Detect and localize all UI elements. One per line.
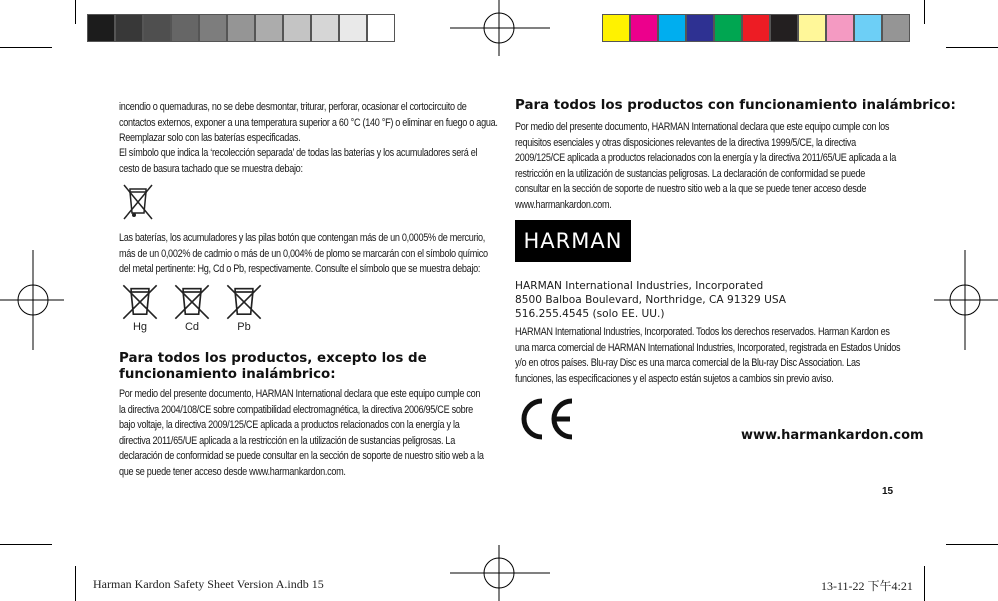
crossed-bin-icon <box>120 181 156 221</box>
process-swatch <box>602 14 630 42</box>
bin-label-pb: Pb <box>237 321 251 333</box>
process-swatch <box>882 14 910 42</box>
non-wireless-heading: Para todos los productos, excepto los de funcionamiento inalámbrico: <box>119 351 427 382</box>
bin-cd <box>172 283 212 333</box>
gray-swatch <box>311 14 339 42</box>
ce-mark-icon <box>516 397 578 441</box>
page-number: 15 <box>882 486 894 497</box>
battery-warning-paragraph: incendio o quemaduras, no se debe desmontar, triturar, perforar, ocasionar el cortocircuito de contactos externos, exponer a una temperatura superior a 60 °C (140 °F) o eliminar en fuego o agua. Reemplazar solo con las baterías especificadas. <box>119 101 498 145</box>
wireless-paragraph-url[interactable]: www.harmankardon.com. <box>515 198 612 211</box>
gray-swatch <box>87 14 115 42</box>
process-color-bar <box>602 14 910 42</box>
gray-swatch <box>227 14 255 42</box>
grayscale-bar <box>87 14 395 42</box>
address-street: 8500 Balboa Boulevard, Northridge, CA 91329 USA <box>515 294 787 306</box>
gray-swatch <box>283 14 311 42</box>
footer-file-name: Harman Kardon Safety Sheet Version A.indb 15 <box>93 577 324 591</box>
crossed-bin-icon <box>224 283 264 321</box>
crossed-bin-icon <box>172 283 212 321</box>
registration-mark-right-icon <box>934 250 998 350</box>
crossed-bin-icon <box>120 283 160 321</box>
process-swatch <box>854 14 882 42</box>
gray-swatch <box>171 14 199 42</box>
registration-mark-top-icon <box>450 0 550 56</box>
website-link[interactable]: www.harmankardon.com <box>741 428 924 443</box>
gray-swatch <box>339 14 367 42</box>
process-swatch <box>742 14 770 42</box>
gray-swatch <box>115 14 143 42</box>
gray-swatch <box>255 14 283 42</box>
registration-mark-left-icon <box>0 250 64 350</box>
process-swatch <box>630 14 658 42</box>
process-swatch <box>658 14 686 42</box>
chemical-bin-row <box>120 283 272 333</box>
non-wireless-paragraph: Por medio del presente documento, HARMAN International declara que este equipo cumple con la directiva 2004/108/CE sobre compatibilidad electromagnética, la directiva 2006/95/CE sobre bajo voltaje, la directiva 2009/125/CE aplicada a productos relacionados con la energía y la directiva 2011/65/UE aplicada a la restricción en la utilización de sustancias peligrosas. La declaración de conformidad se puede consultar en la sección de soporte de nuestro sitio web a la que se puede tener acceso desde www.harmankardon.com. <box>119 388 484 478</box>
address-company: HARMAN International Industries, Incorporated <box>515 280 764 292</box>
process-swatch <box>826 14 854 42</box>
trademark-paragraph: HARMAN International Industries, Incorporated. Todos los derechos reservados. Harman Kardon es una marca comercial de HARMAN International Industries, Incorporated, registrada en Estados Unidos y/o en otros países. Blu-ray Disc es una marca comercial de la Blu-ray Disc Association. Las funciones, las especificaciones y el aspecto están sujetos a cambios sin previo aviso. <box>515 326 901 385</box>
bin-label-hg: Hg <box>132 321 148 333</box>
gray-swatch <box>367 14 395 42</box>
process-swatch <box>770 14 798 42</box>
process-swatch <box>714 14 742 42</box>
footer-timestamp: 13-11-22 下午4:21 <box>821 579 913 593</box>
gray-swatch <box>199 14 227 42</box>
separate-collection-paragraph: El símbolo que indica la ‘recolección separada’ de todas las baterías y los acumuladores será el cesto de basura tachado que se muestra debajo: <box>119 147 478 175</box>
wireless-heading: Para todos los productos con funcionamiento inalámbrico: <box>515 98 956 113</box>
wireless-paragraph <box>515 120 900 214</box>
process-swatch <box>798 14 826 42</box>
harman-logo: HARMAN <box>515 220 631 262</box>
registration-mark-bottom-icon <box>450 545 550 601</box>
address-phone: 516.255.4545 (solo EE. UU.) <box>515 308 665 320</box>
bin-pb <box>224 283 264 333</box>
heavy-metal-paragraph: Las baterías, los acumuladores y las pilas botón que contengan más de un 0,0005% de mercurio, más de un 0,002% de cadmio o más de un 0,004% de plomo se marcarán con el símbolo químico del metal pertinente: Hg, Cd o Pb, respectivamente. Consulte el símbolo que se muestra debajo: <box>119 232 488 276</box>
wireless-paragraph-text: Por medio del presente documento, HARMAN International declara que este equipo cumple con los requisitos esenciales y otras disposiciones relevantes de la directiva 1999/5/CE, la directiva 2009/125/CE aplicada a productos relacionados con la energía y la directiva 2011/65/UE aplicada a la restricción en la utilización de sustancias peligrosas. La declaración de conformidad se puede consultar en la sección de soporte de nuestro sitio web a la que se puede tener acceso desde <box>515 121 896 196</box>
process-swatch <box>686 14 714 42</box>
gray-swatch <box>143 14 171 42</box>
bin-label-cd: Cd <box>184 321 200 333</box>
bin-hg <box>120 283 160 333</box>
